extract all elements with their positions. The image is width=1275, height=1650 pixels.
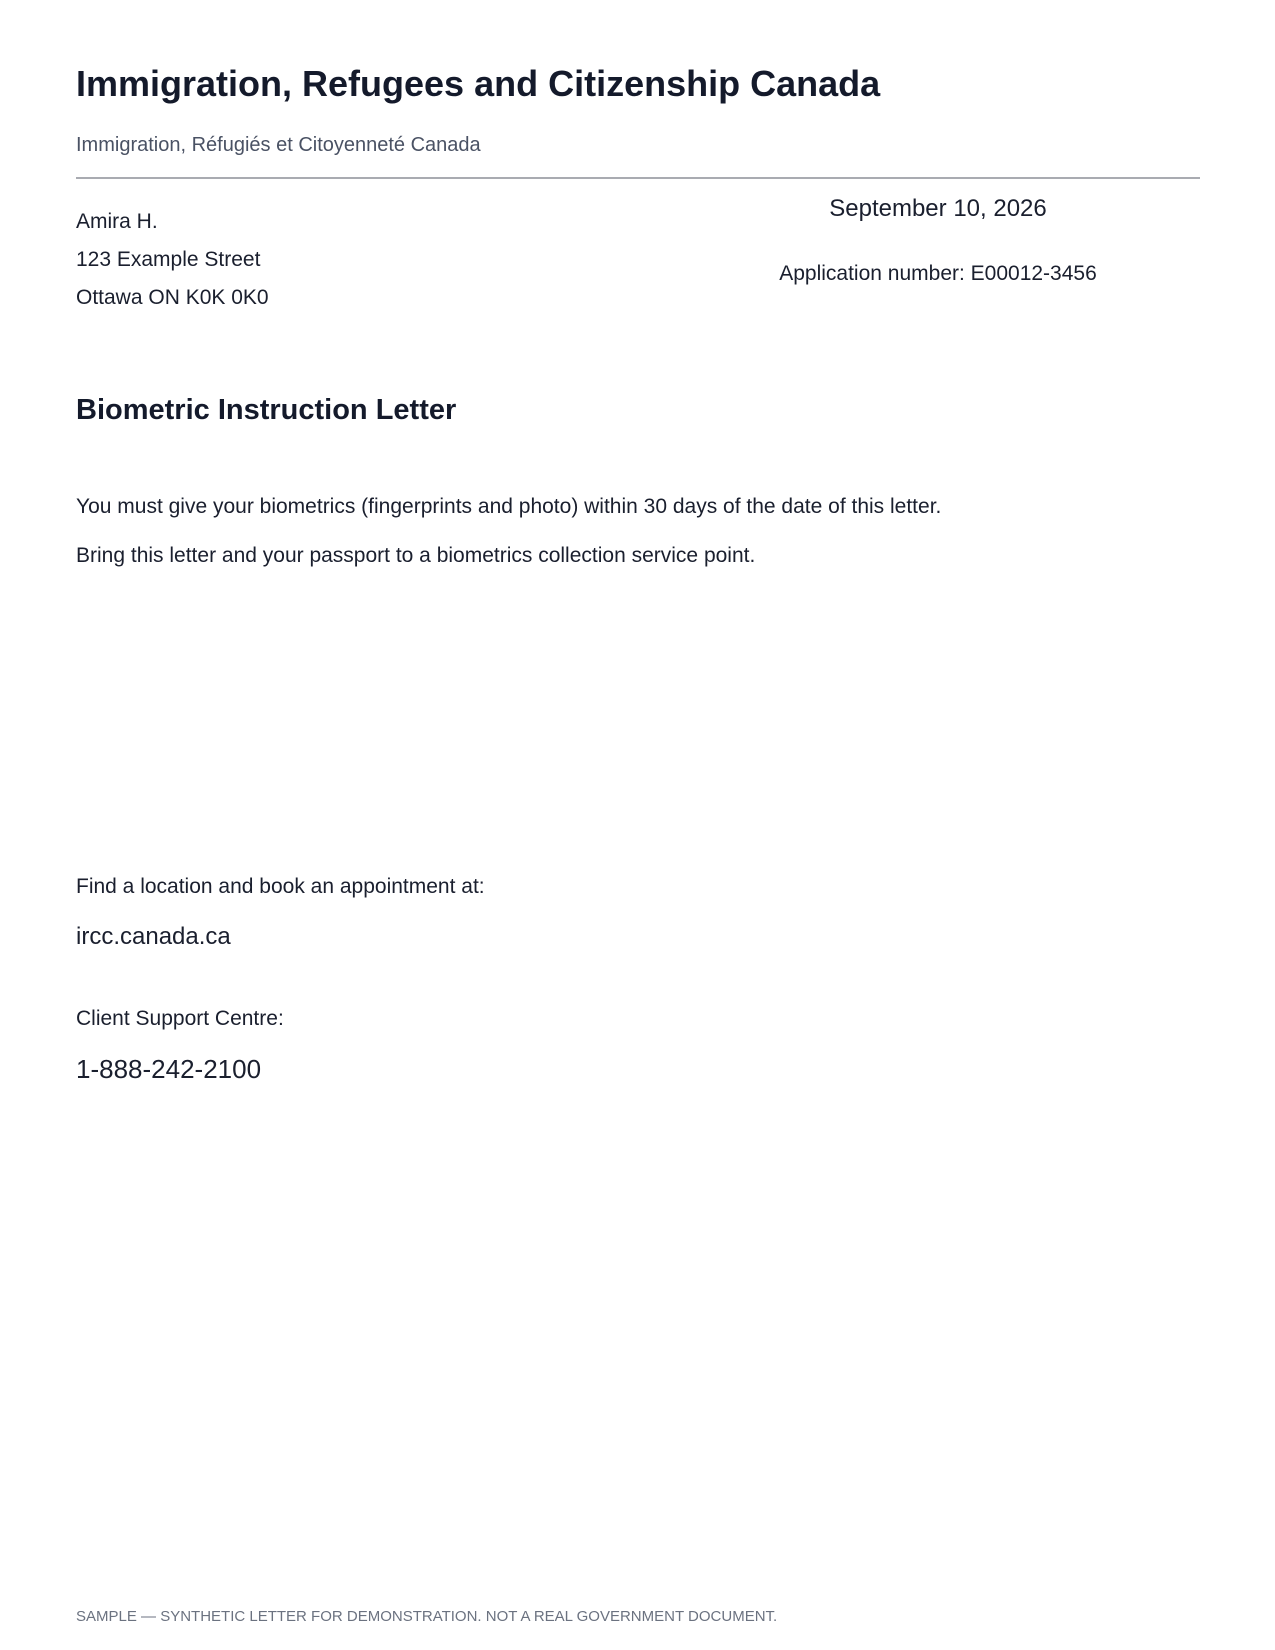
recipient-address — [76, 203, 269, 317]
instruction-paragraph: You must give your biometrics (fingerprints and photo) within 30 days of the date of this letter. — [76, 495, 942, 518]
support-label: Client Support Centre: — [76, 1007, 284, 1030]
recipient-street: 123 Example Street — [76, 248, 261, 271]
header-divider — [76, 177, 1200, 179]
application-number: Application number: E00012-3456 — [779, 262, 1097, 285]
agency-title: Immigration, Refugees and Citizenship Canada — [76, 63, 881, 104]
agency-subtitle-french: Immigration, Réfugiés et Citoyenneté Canada — [76, 134, 481, 156]
website-link[interactable]: ircc.canada.ca — [76, 923, 231, 950]
letter-heading: Biometric Instruction Letter — [76, 394, 457, 426]
recipient-name: Amira H. — [76, 210, 158, 233]
instruction-paragraph: Bring this letter and your passport to a biometrics collection service point. — [76, 544, 756, 567]
support-phone-number: 1-888-242-2100 — [76, 1054, 262, 1084]
letter-date: September 10, 2026 — [829, 195, 1047, 222]
location-label: Find a location and book an appointment at: — [76, 875, 485, 898]
sample-disclaimer: SAMPLE — SYNTHETIC LETTER FOR DEMONSTRATION. NOT A REAL GOVERNMENT DOCUMENT. — [76, 1608, 778, 1625]
recipient-city: Ottawa ON K0K 0K0 — [76, 286, 269, 309]
